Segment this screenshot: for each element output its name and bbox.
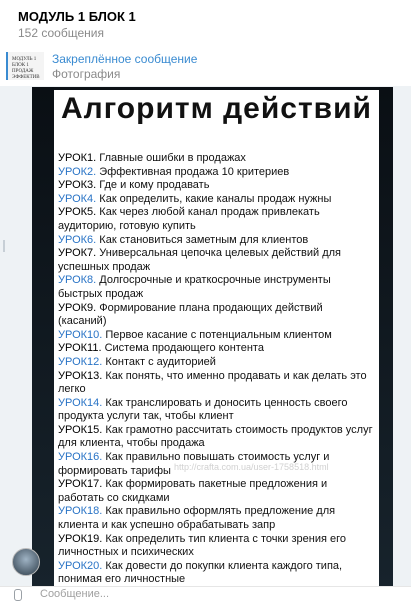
attach-icon[interactable] <box>14 589 22 601</box>
lesson-text: Как довести до покупки клиента каждого типа, понимая его личностные <box>58 559 343 586</box>
lesson-item <box>58 152 374 166</box>
lesson-item <box>58 206 374 233</box>
photo-border-left <box>32 87 54 587</box>
lesson-text: Эффективная продажа 10 критериев <box>96 165 290 178</box>
pinned-title: Закреплённое сообщение <box>52 52 198 66</box>
lesson-text: Первое касание с потенциальным клиентом <box>102 328 332 341</box>
watermark: http://crafta.com.ua/user-1758518.html <box>174 462 329 472</box>
lesson-item <box>58 342 374 356</box>
lesson-number: УРОК8. <box>58 274 97 287</box>
lesson-item <box>58 234 374 248</box>
photo-message[interactable] <box>32 87 393 587</box>
message-input[interactable]: Сообщение... <box>40 588 110 600</box>
lesson-item <box>58 370 374 397</box>
lesson-item <box>58 179 374 193</box>
lesson-number: УРОК15. <box>58 423 103 436</box>
lesson-number: УРОК11. <box>58 342 102 355</box>
lesson-text: Как правильно повышать стоимость услуг и формировать тарифы <box>58 451 330 477</box>
lesson-text: Как понять, что именно продавать и как делать это легко <box>58 369 367 396</box>
chat-title: МОДУЛЬ 1 БЛОК 1 <box>18 9 136 24</box>
lesson-text: Как формировать пакетные предложения и работать со скидками <box>58 478 328 504</box>
lesson-number: УРОК6. <box>58 233 97 246</box>
lesson-item <box>58 274 374 301</box>
lesson-number: УРОК1. <box>58 152 97 164</box>
lesson-item <box>58 247 374 274</box>
pinned-thumbnail-text: МОДУЛЬ 1 БЛОК 1 ПРОДАЖ ЭФФЕКТИВ <box>12 57 40 80</box>
message-composer[interactable] <box>0 586 411 601</box>
lesson-number: УРОК10. <box>58 328 103 341</box>
avatar[interactable] <box>12 548 40 576</box>
lesson-item <box>58 166 374 180</box>
lesson-number: УРОК4. <box>58 192 97 205</box>
lesson-number: УРОК20. <box>58 559 103 572</box>
lesson-text: Как становиться заметным для клиентов <box>96 233 309 246</box>
lesson-text: Контакт с аудиторией <box>102 355 216 368</box>
photo-border-right <box>379 87 393 587</box>
lesson-text: Как транслировать и доносить ценность своего продукта услуги так, чтобы клиент <box>58 396 348 423</box>
lesson-text: Как определить, какие каналы продаж нужны <box>96 192 332 205</box>
lesson-number: УРОК19. <box>58 532 103 545</box>
lesson-item <box>58 329 374 343</box>
lesson-text: Как грамотно рассчитать стоимость продуктов услуг для клиента, чтобы продажа <box>58 423 373 450</box>
photo-content <box>54 90 379 587</box>
pinned-subtitle: Фотография <box>52 67 121 81</box>
lesson-number: УРОК12. <box>58 355 103 368</box>
lesson-number: УРОК5. <box>58 206 97 219</box>
lesson-text: Как определить тип клиента с точки зрения его личностных и психических <box>58 532 347 559</box>
lesson-text: Универсальная цепочка целевых действий для успешных продаж <box>58 247 341 273</box>
lesson-number: УРОК13. <box>58 369 103 382</box>
lesson-text: Как через любой канал продаж привлекать аудиторию, готовую купить <box>58 206 320 232</box>
image-title: Алгоритм действий <box>60 92 372 125</box>
lesson-number: УРОК17. <box>58 478 103 491</box>
lesson-text: Формирование плана продающих действий (касаний) <box>58 301 323 328</box>
message-count: 152 сообщения <box>18 26 104 40</box>
lesson-number: УРОК2. <box>58 165 97 178</box>
lesson-item <box>58 302 374 329</box>
lesson-number: УРОК7. <box>58 247 97 260</box>
lesson-item <box>58 356 374 370</box>
lesson-item <box>58 424 374 451</box>
lesson-number: УРОК14. <box>58 396 103 409</box>
lesson-number: УРОК9. <box>58 301 97 314</box>
lesson-list <box>58 152 374 587</box>
lesson-item <box>58 505 374 532</box>
lesson-text: Главные ошибки в продажах <box>96 152 246 164</box>
pinned-thumbnail[interactable] <box>6 52 44 80</box>
lesson-number: УРОК3. <box>58 179 97 192</box>
chat-header[interactable] <box>0 0 411 47</box>
lesson-item <box>58 560 374 587</box>
lesson-text: Система продающего контента <box>101 342 264 355</box>
lesson-number: УРОК18. <box>58 505 103 518</box>
lesson-text: Как правильно оформлять предложение для клиента и как успешно обрабатывать запр <box>58 505 336 532</box>
lesson-text: Где и кому продавать <box>96 179 210 192</box>
lesson-item <box>58 478 374 505</box>
lesson-item <box>58 397 374 424</box>
lesson-text: Долгосрочные и краткосрочные инструменты быстрых продаж <box>58 274 331 300</box>
scroll-indicator-icon <box>3 240 13 252</box>
pinned-message-bar[interactable] <box>0 46 411 87</box>
lesson-number: УРОК16. <box>58 451 103 464</box>
lesson-item <box>58 193 374 207</box>
lesson-item <box>58 533 374 560</box>
